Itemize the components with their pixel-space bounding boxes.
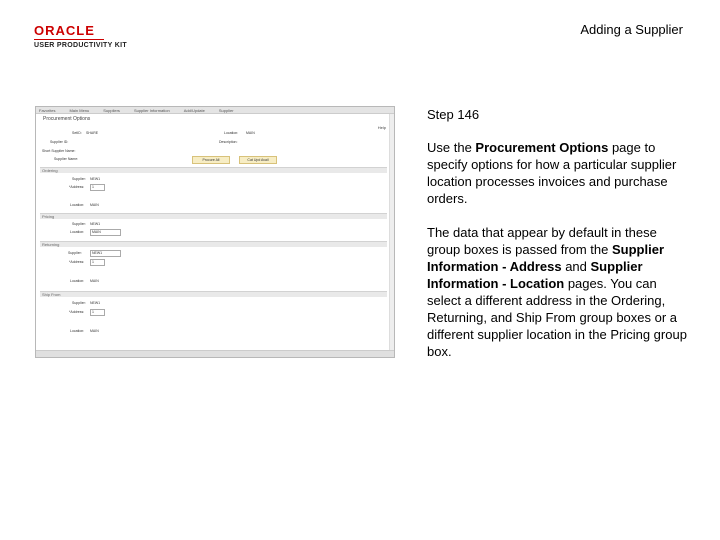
location-value: MAIN xyxy=(246,131,255,135)
logo-product: USER PRODUCTIVITY KIT xyxy=(34,42,127,49)
instruction-paragraph-1 xyxy=(427,139,689,207)
text-run: The data that appear by default in these group boxes is passed from the xyxy=(427,225,657,257)
supplier-label: Supplier: xyxy=(72,177,86,181)
logo-brand: ORACLE xyxy=(34,23,95,38)
instruction-panel xyxy=(427,106,689,377)
location-field-value: MAIN xyxy=(90,329,99,333)
short-supplier-name-label: Short Supplier Name: xyxy=(42,149,76,153)
horizontal-scrollbar[interactable] xyxy=(36,350,394,357)
instruction-paragraph-2 xyxy=(427,224,689,360)
logo-rule xyxy=(34,39,104,40)
procure-all-button[interactable]: Procure All xyxy=(192,156,230,164)
text-run: page to specify options for how a particular supplier location processes invoices and purchase orders. xyxy=(427,140,677,206)
page-name-emphasis: Supplier Information - Address xyxy=(427,242,665,274)
pricing-location-input[interactable]: MAIN xyxy=(90,229,121,236)
page-name-emphasis: Procurement Options xyxy=(475,140,609,155)
breadcrumb-nav xyxy=(36,107,394,114)
address-label: *Address: xyxy=(69,310,85,314)
oracle-upk-logo xyxy=(34,24,126,49)
setid-value: SHARE xyxy=(86,131,99,135)
step-number: Step 146 xyxy=(427,107,480,122)
help-link[interactable]: Help xyxy=(377,125,386,130)
nav-item[interactable]: Main Menu xyxy=(69,107,90,113)
supplier-label: Supplier: xyxy=(72,222,86,226)
page-name-emphasis: Supplier Information - Location xyxy=(427,259,643,291)
supplier-value: NEW1 xyxy=(90,177,101,181)
page-title: Procurement Options xyxy=(43,116,91,122)
location-field-label: Location: xyxy=(70,203,85,207)
text-run: and xyxy=(561,259,591,274)
description-label: Description: xyxy=(219,140,238,144)
supplier-value: NEW1 xyxy=(90,301,101,305)
nav-item[interactable]: Supplier xyxy=(218,107,234,113)
group-ship-from: Ship From xyxy=(40,291,387,297)
supplier-value: NEW1 xyxy=(90,222,101,226)
location-field-value: MAIN xyxy=(90,279,99,283)
address-input[interactable]: 1 xyxy=(90,184,105,191)
location-label: Location: xyxy=(224,131,239,135)
text-run: Use the xyxy=(427,140,476,155)
group-ordering: Ordering xyxy=(40,167,387,173)
vertical-scrollbar[interactable] xyxy=(389,114,394,351)
cat-upd-avail-button[interactable]: Cat Upd Avail xyxy=(239,156,277,164)
nav-item[interactable]: Add/Update xyxy=(183,107,205,113)
returning-address-input[interactable]: 1 xyxy=(90,259,105,266)
ship-from-address-input[interactable]: 1 xyxy=(90,309,105,316)
supplier-id-label: Supplier ID: xyxy=(50,140,69,144)
nav-item[interactable]: Suppliers xyxy=(103,107,120,113)
supplier-label: Supplier: xyxy=(72,301,86,305)
nav-item[interactable]: Favorites xyxy=(39,107,56,113)
address-label: *Address: xyxy=(69,260,85,264)
returning-supplier-input[interactable]: NEW1 xyxy=(90,250,121,257)
location-field-label: Location: xyxy=(70,279,85,283)
supplier-label: Supplier: xyxy=(68,251,82,255)
location-field-value: MAIN xyxy=(90,203,99,207)
document-title: Adding a Supplier xyxy=(580,22,683,37)
location-field-label: Location: xyxy=(70,230,85,234)
group-returning: Returning xyxy=(40,241,387,247)
text-run: pages. You can select a different address in the Ordering, Returning, and Ship From group boxes or a different supplier location in the Pricing group box. xyxy=(427,276,687,359)
application-screenshot xyxy=(35,106,395,358)
group-pricing: Pricing xyxy=(40,213,387,219)
nav-item[interactable]: Supplier Information xyxy=(133,107,170,113)
location-field-label: Location: xyxy=(70,329,85,333)
setid-label: SetID: xyxy=(72,131,82,135)
address-label: *Address: xyxy=(69,185,85,189)
supplier-name-label: Supplier Name: xyxy=(54,157,79,161)
